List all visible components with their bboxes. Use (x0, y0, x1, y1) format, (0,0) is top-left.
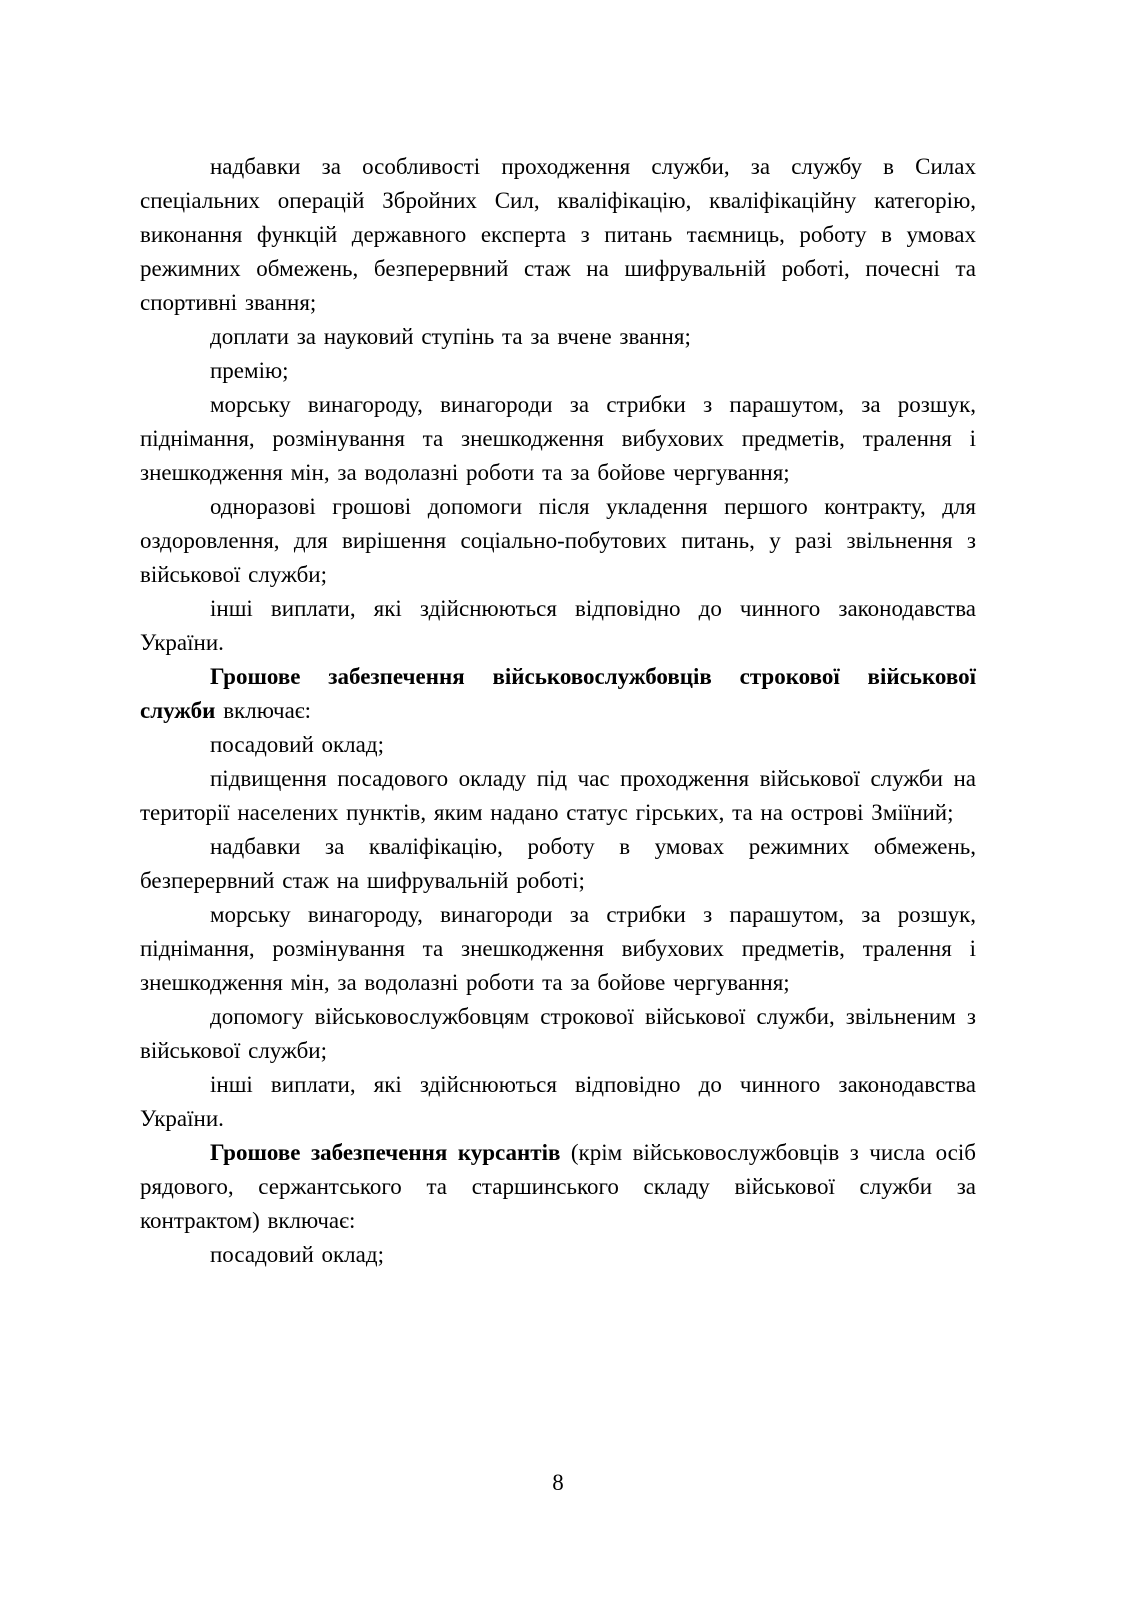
paragraph-text: (крім військовослужбовців з числа осіб рядового, сержантського та старшинського складу військової служби за контрактом) включає: (140, 1140, 976, 1233)
paragraph (140, 898, 976, 1000)
paragraph (140, 1068, 976, 1136)
paragraph-text: інші виплати, які здійснюються відповідно до чинного законодавства України. (140, 596, 976, 655)
paragraph-text: посадовий оклад; (210, 732, 384, 757)
paragraph (140, 388, 976, 490)
paragraph-text: доплати за науковий ступінь та за вчене звання; (210, 324, 691, 349)
paragraph-text: інші виплати, які здійснюються відповідно до чинного законодавства України. (140, 1072, 976, 1131)
paragraph-text: одноразові грошові допомоги після укладення першого контракту, для оздоровлення, для вирішення соціально-побутових питань, у разі звільнення з військової служби; (140, 494, 976, 587)
page-number: 8 (552, 1470, 564, 1495)
paragraph-text: допомогу військовослужбовцям строкової військової служби, звільненим з військової служби; (140, 1004, 976, 1063)
paragraph (140, 762, 976, 830)
paragraph (140, 320, 976, 354)
paragraph (140, 592, 976, 660)
paragraph-text: надбавки за особливості проходження служби, за службу в Силах спеціальних операцій Збройних Сил, кваліфікацію, кваліфікаційну категорію, виконання функцій державного експерта з питань таємниць, роботу в умовах режимних обмежень, безперервний стаж на шифрувальній роботі, почесні та спортивні звання; (140, 154, 976, 315)
paragraph-text: премію; (210, 358, 289, 383)
paragraph-heading-strokova (140, 660, 976, 728)
paragraph-text: морську винагороду, винагороди за стрибки з парашутом, за розшук, піднімання, розмінування та знешкодження вибухових предметів, тралення і знешкодження мін, за водолазні роботи та за бойове чергування; (140, 902, 976, 995)
paragraph-text: посадовий оклад; (210, 1242, 384, 1267)
paragraph-heading-kursanty (140, 1136, 976, 1238)
paragraph (140, 354, 976, 388)
paragraph (140, 1000, 976, 1068)
paragraph-bold: Грошове забезпечення військовослужбовців строкової військової служби (140, 664, 976, 723)
paragraph-text: включає: (215, 698, 312, 723)
paragraph (140, 830, 976, 898)
paragraph (140, 728, 976, 762)
paragraph (140, 150, 976, 320)
paragraph-text: надбавки за кваліфікацію, роботу в умовах режимних обмежень, безперервний стаж на шифрувальній роботі; (140, 834, 976, 893)
document-body (140, 150, 976, 1272)
paragraph (140, 490, 976, 592)
paragraph (140, 1238, 976, 1272)
paragraph-bold: Грошове забезпечення курсантів (210, 1140, 561, 1165)
paragraph-text: морську винагороду, винагороди за стрибки з парашутом, за розшук, піднімання, розмінування та знешкодження вибухових предметів, тралення і знешкодження мін, за водолазні роботи та за бойове чергування; (140, 392, 976, 485)
paragraph-text: підвищення посадового окладу під час проходження військової служби на території населених пунктів, яким надано статус гірських, та на острові Зміїний; (140, 766, 976, 825)
